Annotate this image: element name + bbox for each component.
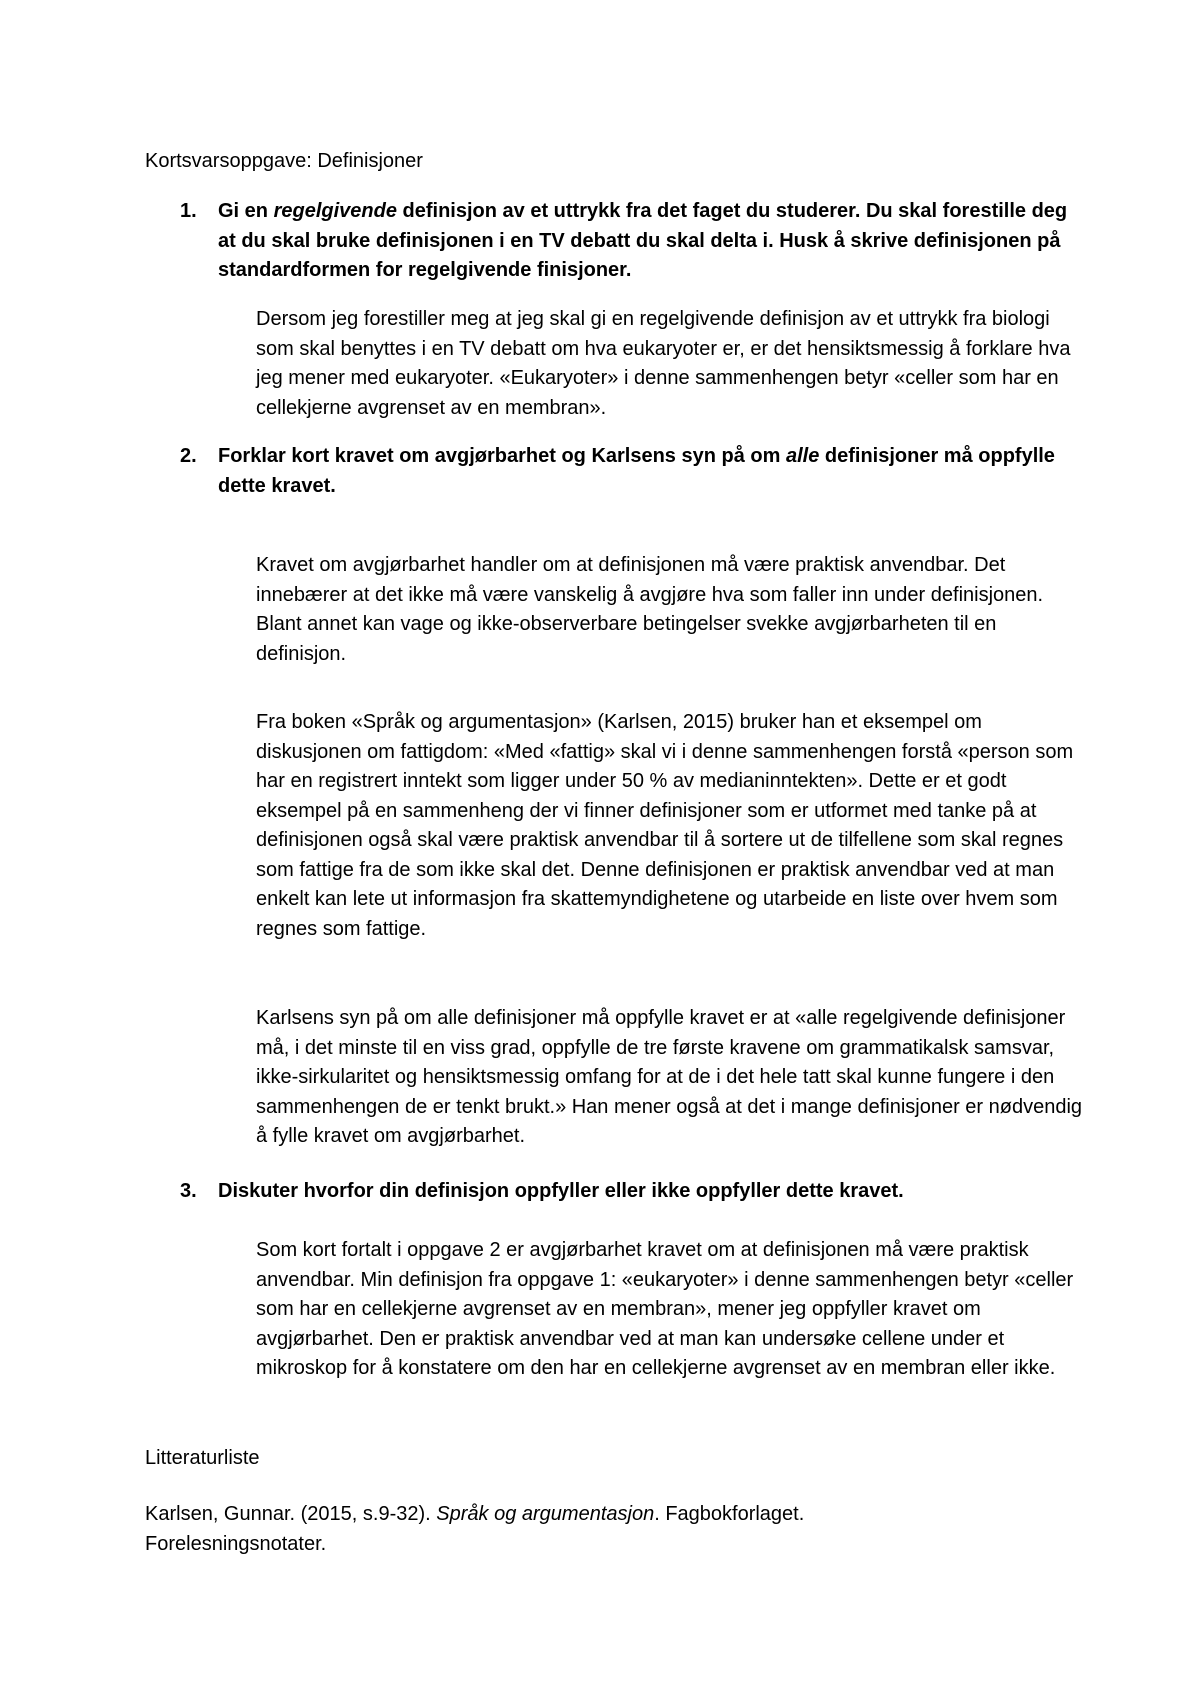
- answer-paragraph: Kravet om avgjørbarhet handler om at definisjonen må være praktisk anvendbar. Det innebærer at det ikke må være vanskelig å avgjøre hva som faller inn under definisjonen. Blant annet kan vage og ikke-observerbare betingelser svekke avgjørbarheten til en definisjon.: [256, 554, 1044, 665]
- citation-notes: Forelesningsnotater.: [145, 1532, 327, 1555]
- citation-author: Karlsen, Gunnar. (2015, s.9-32).: [145, 1503, 437, 1525]
- document-title: Kortsvarsoppgave: Definisjoner: [145, 150, 423, 172]
- answer-paragraph: Karlsens syn på om alle definisjoner må oppfylle kravet er at «alle regelgivende definisjoner må, i det minste til en viss grad, oppfylle de tre første kravene om grammatikalsk samsvar, ikke-sirkularitet og hensiktsmessig omfang for at de i det hele tatt skal kunne fungere i den sammenhengen de er tenkt brukt.» Han mener også at det i mange definisjoner er nødvendig å fylle kravet om avgjørbarhet.: [256, 1007, 1083, 1147]
- literature-entry: [145, 1500, 1045, 1559]
- question-italic-term: alle: [785, 445, 820, 467]
- question-italic-term: regelgivende: [273, 200, 397, 222]
- question-text: definisjoner må oppfylle dette kravet.: [218, 445, 1055, 497]
- answer-paragraph: Dersom jeg forestiller meg at jeg skal gi en regelgivende definisjon av et uttrykk fra biologi som skal benyttes i en TV debatt om hva eukaryoter er, er det hensiktsmessig å forklare hva jeg mener med eukaryoter. «Eukaryoter» i denne sammenhengen betyr «celler som har en cellekjerne avgrenset av en membran».: [256, 308, 1071, 419]
- literature-heading: Litteraturliste: [145, 1447, 260, 1469]
- answer-paragraph: Som kort fortalt i oppgave 2 er avgjørbarhet kravet om at definisjonen må være praktisk anvendbar. Min definisjon fra oppgave 1: «eukaryoter» i denne sammenhengen betyr «celler som har en cellekjerne avgrenset av en membran», mener jeg oppfyller kravet om avgjørbarhet. Den er praktisk anvendbar ved at man kan undersøke cellene under et mikroskop for å konstatere om den har en cellekjerne avgrenset av en membran eller ikke.: [256, 1239, 1074, 1379]
- answer-paragraph: Fra boken «Språk og argumentasjon» (Karlsen, 2015) bruker han et eksempel om diskusjonen om fattigdom: «Med «fattig» skal vi i denne sammenhengen forstå «person som har en registrert inntekt som ligger under 50 % av medianinntekten». Dette er et godt eksempel på en sammenheng der vi finner definisjoner som er utformet med tanke på at definisjonen også skal være praktisk anvendbar til å sortere ut de tilfellene som skal regnes som fattige fra de som ikke skal det. Denne definisjonen er praktisk anvendbar ved at man enkelt kan lete ut informasjon fra skattemyndighetene og utarbeide en liste over hvem som regnes som fattige.: [256, 711, 1074, 940]
- question-text: Gi en: [218, 200, 274, 222]
- citation-title: Språk og argumentasjon: [436, 1503, 655, 1525]
- question-text: Forklar kort kravet om avgjørbarhet og Karlsens syn på om: [218, 445, 786, 467]
- question-text: definisjon av et uttrykk fra det faget du studerer. Du skal forestille deg at du skal bruke definisjonen i en TV debatt du skal delta i. Husk å skrive definisjonen på standardformen for regelgivende finisjoner.: [218, 200, 1068, 281]
- citation-publisher: . Fagbokforlaget.: [654, 1503, 805, 1525]
- question-text: Diskuter hvorfor din definisjon oppfyller eller ikke oppfyller dette kravet.: [218, 1180, 904, 1202]
- question-number: 2.: [180, 445, 197, 467]
- question-number: 1.: [180, 200, 197, 222]
- question-3: [180, 1177, 1078, 1207]
- question-2: [180, 442, 1078, 501]
- question-number: 3.: [180, 1180, 197, 1202]
- question-1: [180, 197, 1078, 286]
